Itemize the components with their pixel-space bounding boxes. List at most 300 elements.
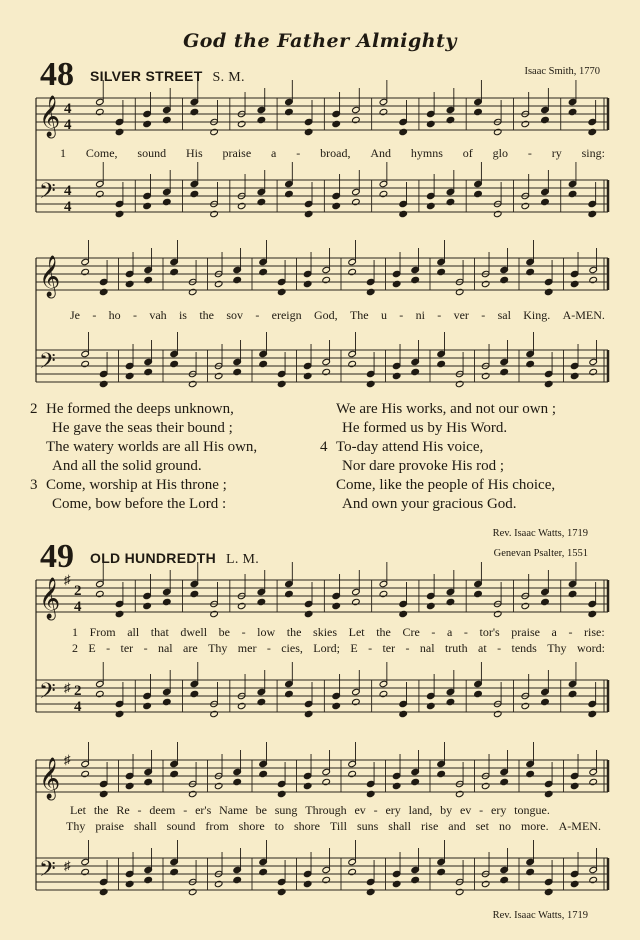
note-head-icon (481, 280, 490, 287)
verse-line (30, 438, 257, 457)
lyric-syllable: sung (274, 803, 298, 817)
lyric-syllable: and (448, 819, 466, 833)
lyric-syllable: sov (226, 308, 243, 322)
note-head-icon (125, 280, 134, 287)
note-head-icon (570, 880, 579, 887)
lyric-syllable: - (241, 625, 246, 639)
note-head-icon (163, 116, 172, 123)
lyric-syllable: ry (551, 146, 562, 160)
note-head-icon (541, 598, 550, 605)
note-head-icon (437, 868, 446, 875)
note-head-icon (322, 876, 331, 883)
lyric-syllable: ter (120, 641, 134, 655)
note-head-icon (285, 108, 294, 115)
note-head-icon (233, 876, 242, 883)
verse-text: He formed the deeps unknown, (46, 401, 234, 417)
lyric-syllable: the (286, 625, 302, 639)
note-head-icon (96, 690, 105, 697)
note-head-icon (163, 598, 172, 605)
note-head-icon (526, 360, 535, 367)
lyric-syllable: - (296, 146, 301, 160)
note-head-icon (99, 790, 108, 797)
lyric-syllable: the (93, 803, 109, 817)
note-head-icon (446, 698, 455, 705)
note-head-icon (526, 868, 535, 875)
note-head-icon (526, 770, 535, 777)
lyric-syllable: - (463, 625, 468, 639)
verse-number: 2 (30, 401, 38, 417)
note-head-icon (143, 120, 152, 127)
time-signature-icon: 4 (64, 117, 72, 133)
note-head-icon (348, 360, 357, 367)
note-head-icon (521, 602, 530, 609)
note-head-icon (233, 276, 242, 283)
note-head-icon (474, 108, 483, 115)
lyric-syllable: - (479, 803, 484, 817)
note-head-icon (257, 698, 266, 705)
verse-text: The watery worlds are all His own, (46, 439, 258, 455)
lyric-syllable: suns (356, 819, 379, 833)
note-head-icon (568, 690, 577, 697)
time-signature-icon: 4 (74, 599, 82, 615)
meter-label: S. M. (212, 70, 245, 85)
lyric-syllable: shall (134, 819, 157, 833)
note-head-icon (426, 202, 435, 209)
note-head-icon (481, 880, 490, 887)
note-head-icon (521, 120, 530, 127)
lyric-syllable: at (478, 641, 487, 655)
lyric-syllable: is (178, 308, 187, 322)
hymn-number: 49 (40, 538, 74, 575)
note-head-icon (544, 380, 553, 387)
note-head-icon (446, 598, 455, 605)
note-head-icon (96, 190, 105, 197)
note-head-icon (304, 710, 313, 717)
note-head-icon (170, 360, 179, 367)
lyric-syllable: 2 (72, 641, 78, 655)
note-head-icon (257, 116, 266, 123)
note-head-icon (588, 710, 597, 717)
note-head-icon (237, 602, 246, 609)
note-head-icon (144, 876, 153, 883)
note-head-icon (303, 372, 312, 379)
note-head-icon (259, 770, 268, 777)
lyric-line (66, 819, 601, 834)
note-head-icon (190, 690, 199, 697)
note-head-icon (474, 190, 483, 197)
time-signature-icon: 4 (64, 183, 72, 199)
lyric-syllable: truth (444, 641, 468, 655)
note-head-icon (437, 360, 446, 367)
lyric-syllable: word: (576, 641, 605, 655)
note-head-icon (190, 108, 199, 115)
treble-clef-icon: 𝄞 (39, 758, 61, 799)
time-signature-icon: 4 (64, 199, 72, 215)
bass-clef-icon: 𝄢 (39, 349, 56, 379)
note-head-icon (144, 778, 153, 785)
lyric-syllable: ev (459, 803, 472, 817)
hymn-number: 48 (40, 56, 74, 93)
verse-text: He formed us by His Word. (342, 420, 508, 436)
note-head-icon (568, 108, 577, 115)
note-head-icon (568, 590, 577, 597)
note-head-icon (411, 778, 420, 785)
lyric-syllable: broad, (320, 146, 351, 160)
lyric-syllable: - (183, 803, 188, 817)
lyric-syllable: 1 (60, 146, 66, 160)
lyric-syllable: From (89, 625, 116, 639)
lyric-syllable: land, (408, 803, 433, 817)
note-head-icon (99, 888, 108, 895)
note-head-icon (322, 276, 331, 283)
note-head-icon (81, 268, 90, 275)
note-head-icon (285, 690, 294, 697)
note-head-icon (143, 202, 152, 209)
tune-title: SILVER STREET (90, 68, 203, 84)
lyric-syllable: Je (70, 308, 80, 322)
lyric-syllable: praise (222, 146, 252, 160)
note-head-icon (303, 880, 312, 887)
lyric-syllable: mer (237, 641, 257, 655)
lyric-syllable: - (106, 641, 111, 655)
note-head-icon (366, 888, 375, 895)
lyric-syllable: vah (149, 308, 167, 322)
note-head-icon (481, 372, 490, 379)
note-head-icon (411, 276, 420, 283)
lyric-syllable: more. (520, 819, 549, 833)
note-head-icon (237, 702, 246, 709)
lyric-line (60, 146, 605, 161)
note-head-icon (455, 380, 464, 387)
note-head-icon (541, 698, 550, 705)
verse-line (320, 438, 556, 457)
note-head-icon (210, 710, 219, 717)
lyric-syllable: ho (108, 308, 121, 322)
lyric-syllable: - (137, 803, 142, 817)
lyric-syllable: Come, (85, 146, 118, 160)
note-head-icon (188, 288, 197, 295)
note-head-icon (125, 782, 134, 789)
lyric-syllable: a (271, 146, 277, 160)
note-head-icon (544, 888, 553, 895)
verse-column-left (30, 400, 257, 514)
note-head-icon (544, 288, 553, 295)
note-head-icon (332, 702, 341, 709)
lyric-syllable: of (462, 146, 473, 160)
treble-clef-icon: 𝄞 (39, 578, 61, 619)
lyric-line (72, 641, 605, 656)
verse-line (320, 495, 556, 514)
note-head-icon (392, 280, 401, 287)
lyric-syllable: - (568, 625, 573, 639)
note-head-icon (322, 778, 331, 785)
note-head-icon (500, 778, 509, 785)
verse-text: And all the solid ground. (52, 458, 202, 474)
lyric-syllable: cies, (281, 641, 303, 655)
lyric-syllable: all (127, 625, 140, 639)
note-head-icon (481, 782, 490, 789)
note-head-icon (446, 116, 455, 123)
note-head-icon (125, 372, 134, 379)
note-head-icon (277, 888, 286, 895)
lyric-syllable: King. (523, 308, 551, 322)
note-head-icon (474, 690, 483, 697)
note-head-icon (190, 190, 199, 197)
note-head-icon (399, 610, 408, 617)
lyric-line (72, 625, 605, 640)
note-head-icon (214, 782, 223, 789)
note-head-icon (163, 198, 172, 205)
note-head-icon (352, 698, 361, 705)
lyric-syllable: tongue. (514, 803, 550, 817)
lyric-syllable: sing: (581, 146, 605, 160)
note-head-icon (399, 710, 408, 717)
lyric-syllable: E (350, 641, 358, 655)
note-head-icon (332, 202, 341, 209)
lyric-syllable: Cre (402, 625, 420, 639)
lyric-syllable: - (481, 308, 486, 322)
lyric-syllable: nal (419, 641, 435, 655)
lyric-syllable: A-MEN. (558, 819, 601, 833)
lyric-syllable: shall (388, 819, 411, 833)
lyric-syllable: ereign (271, 308, 302, 322)
note-head-icon (544, 790, 553, 797)
lyric-syllable: a (447, 625, 453, 639)
lyric-syllable: shore (294, 819, 321, 833)
note-head-icon (188, 888, 197, 895)
note-head-icon (366, 790, 375, 797)
note-head-icon (411, 876, 420, 883)
note-head-icon (285, 190, 294, 197)
note-head-icon (348, 770, 357, 777)
note-head-icon (81, 868, 90, 875)
note-head-icon (379, 108, 388, 115)
note-head-icon (392, 782, 401, 789)
note-head-icon (214, 880, 223, 887)
note-head-icon (322, 368, 331, 375)
note-head-icon (426, 120, 435, 127)
note-head-icon (500, 276, 509, 283)
note-head-icon (379, 690, 388, 697)
note-head-icon (332, 120, 341, 127)
note-head-icon (392, 880, 401, 887)
lyric-syllable: Re (116, 803, 130, 817)
lyric-syllable: be (218, 625, 230, 639)
lyric-syllable: low (257, 625, 276, 639)
note-head-icon (541, 116, 550, 123)
verse-line (320, 476, 556, 495)
lyric-syllable: - (373, 803, 378, 817)
note-head-icon (521, 702, 530, 709)
lyric-syllable: God, (313, 308, 338, 322)
note-head-icon (115, 710, 124, 717)
lyric-syllable: Lord; (313, 641, 340, 655)
note-head-icon (237, 202, 246, 209)
lyric-syllable: glo (492, 146, 508, 160)
lyric-syllable: ver (453, 308, 469, 322)
meter-label: L. M. (226, 552, 260, 567)
lyric-syllable: the (199, 308, 214, 322)
verse-number: 4 (320, 439, 328, 455)
note-head-icon (379, 190, 388, 197)
note-head-icon (257, 598, 266, 605)
lyric-syllable: no (498, 819, 511, 833)
lyric-syllable: - (405, 641, 410, 655)
author-credit: Rev. Isaac Watts, 1719 (492, 528, 588, 539)
lyric-syllable: Thy (208, 641, 228, 655)
treble-clef-icon: 𝄞 (39, 96, 61, 137)
lyric-syllable: be (255, 803, 267, 817)
lyric-syllable: deem (149, 803, 176, 817)
note-head-icon (99, 380, 108, 387)
note-head-icon (352, 598, 361, 605)
lyric-syllable: dwell (180, 625, 208, 639)
lyric-syllable: sound (166, 819, 196, 833)
lyric-syllable: - (437, 308, 442, 322)
verse-text: He gave the seas their bound ; (52, 420, 233, 436)
lyric-syllable: - (497, 641, 502, 655)
lyric-syllable: u (380, 308, 387, 322)
bass-clef-icon: 𝄢 (39, 679, 56, 709)
lyric-syllable: - (143, 641, 148, 655)
time-signature-icon: 4 (64, 101, 72, 117)
lyric-syllable: by (440, 803, 453, 817)
verse-line (320, 400, 556, 419)
note-head-icon (115, 128, 124, 135)
note-head-icon (352, 198, 361, 205)
note-head-icon (81, 770, 90, 777)
composer-credit: Genevan Psalter, 1551 (493, 548, 588, 559)
verse-text: Nor dare provoke His rod ; (342, 458, 505, 474)
verse-line (30, 400, 257, 419)
lyric-syllable: Through (305, 803, 347, 817)
note-head-icon (366, 288, 375, 295)
note-head-icon (588, 610, 597, 617)
lyric-syllable: - (399, 308, 404, 322)
note-head-icon (541, 198, 550, 205)
note-head-icon (426, 702, 435, 709)
verse-text: And own your gracious God. (342, 496, 517, 512)
lyric-syllable: rise: (584, 625, 605, 639)
note-head-icon (170, 868, 179, 875)
note-head-icon (143, 602, 152, 609)
note-head-icon (170, 268, 179, 275)
note-head-icon (144, 368, 153, 375)
note-head-icon (426, 602, 435, 609)
note-head-icon (589, 368, 598, 375)
lyric-syllable: are (183, 641, 198, 655)
note-head-icon (455, 790, 464, 797)
composer-credit: Isaac Smith, 1770 (524, 66, 600, 77)
lyric-syllable: tends (511, 641, 537, 655)
time-signature-icon: 4 (74, 699, 82, 715)
lyric-syllable: ery (385, 803, 401, 817)
lyric-line (70, 308, 605, 323)
lyric-syllable: Name (219, 803, 248, 817)
lyric-syllable: Let (70, 803, 86, 817)
lyric-syllable: from (205, 819, 229, 833)
lyric-syllable: praise (511, 625, 540, 639)
note-head-icon (99, 288, 108, 295)
note-head-icon (257, 198, 266, 205)
lyric-syllable: a (551, 625, 557, 639)
note-head-icon (259, 360, 268, 367)
lyric-syllable: Thy (66, 819, 86, 833)
lyric-line (70, 803, 550, 818)
note-head-icon (304, 210, 313, 217)
lyric-syllable: - (266, 641, 271, 655)
note-head-icon (210, 210, 219, 217)
lyric-syllable: ter (382, 641, 396, 655)
lyric-syllable: - (527, 146, 532, 160)
note-head-icon (589, 778, 598, 785)
note-head-icon (144, 276, 153, 283)
lyric-syllable: praise (95, 819, 124, 833)
verse-line (320, 457, 556, 476)
note-head-icon (115, 610, 124, 617)
note-head-icon (210, 610, 219, 617)
verse-text: We are His works, and not our own ; (336, 401, 556, 417)
note-head-icon (589, 276, 598, 283)
note-head-icon (303, 782, 312, 789)
lyric-syllable: set (475, 819, 489, 833)
verse-line (30, 476, 257, 495)
bass-clef-icon: 𝄢 (39, 179, 56, 209)
note-head-icon (411, 368, 420, 375)
treble-clef-icon: 𝄞 (39, 256, 61, 297)
note-head-icon (143, 702, 152, 709)
verse-text: Come, bow before the Lord : (52, 496, 227, 512)
lyric-syllable: shore (238, 819, 265, 833)
note-head-icon (96, 590, 105, 597)
lyric-syllable: ev (354, 803, 366, 817)
note-head-icon (521, 202, 530, 209)
note-head-icon (493, 610, 502, 617)
note-head-icon (392, 372, 401, 379)
page-title: God the Father Almighty (183, 30, 457, 52)
note-head-icon (455, 888, 464, 895)
time-signature-icon: 2 (74, 583, 82, 599)
note-head-icon (277, 380, 286, 387)
lyric-syllable: - (431, 625, 436, 639)
note-head-icon (190, 590, 199, 597)
lyric-syllable: tor's (479, 625, 500, 639)
note-head-icon (526, 268, 535, 275)
note-head-icon (304, 610, 313, 617)
verse-line (320, 419, 556, 438)
lyric-syllable: A-MEN. (562, 308, 605, 322)
note-head-icon (285, 590, 294, 597)
note-head-icon (210, 128, 219, 135)
note-head-icon (366, 380, 375, 387)
note-head-icon (332, 602, 341, 609)
note-head-icon (233, 368, 242, 375)
note-head-icon (588, 128, 597, 135)
verse-text: Come, worship at His throne ; (46, 477, 227, 493)
lyric-syllable: er's (195, 803, 212, 817)
lyric-syllable: Thy (547, 641, 567, 655)
bass-clef-icon: 𝄢 (39, 857, 56, 887)
note-head-icon (437, 770, 446, 777)
verse-text: To-day attend His voice, (336, 439, 484, 455)
note-head-icon (589, 876, 598, 883)
lyric-syllable: - (132, 308, 137, 322)
note-head-icon (304, 128, 313, 135)
tune-name (90, 550, 259, 568)
note-head-icon (348, 268, 357, 275)
note-head-icon (570, 280, 579, 287)
note-head-icon (348, 868, 357, 875)
